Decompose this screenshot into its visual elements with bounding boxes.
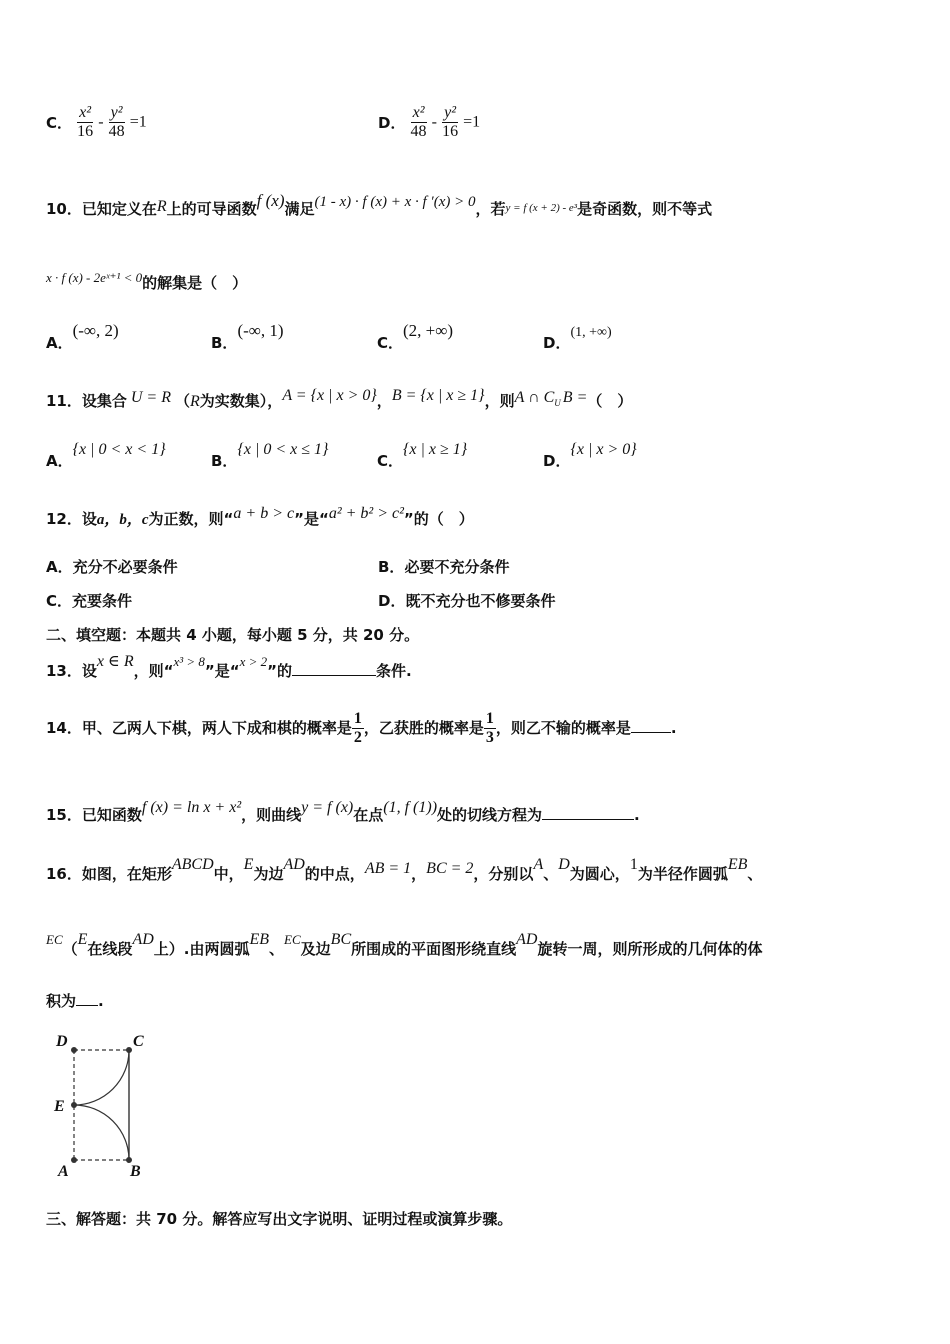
section2-heading: 二、填空题：本题共 4 小题，每小题 5 分，共 20 分。 — [46, 626, 420, 644]
fraction: $\frac{\text{y²}}{16}$ — [442, 104, 459, 140]
q12-option-d: D．既不充分也不修要条件 — [378, 592, 556, 610]
answer-blank[interactable] — [76, 991, 98, 1006]
q10-stem-line1: 10．已知定义在R上的可导函数f (x)满足(1 - x) · f (x) + x · f ′(x) > 0，若$^{y = f (x + 2) - e^3}$是奇函数，则不等式 — [46, 191, 713, 218]
option-label: C． — [46, 114, 73, 132]
point-d — [71, 1047, 77, 1053]
q14-stem: 14．甲、乙两人下棋，两人下成和棋的概率是 $\frac{1}{2}$ ，乙获胜的概率是 $\frac{1}{3}$ ，则乙不输的概率是 . — [46, 710, 677, 746]
q12-option-a: A．充分不必要条件 — [46, 558, 178, 576]
fraction: $\frac{\text{x²}}{48}$ — [410, 104, 427, 140]
q15-stem: 15．已知函数f (x) = ln x + x²，则曲线y = f (x)在点(1, f (1))处的切线方程为 . — [46, 799, 640, 824]
q10-option-c: C．(2, +∞) — [377, 321, 454, 352]
answer-blank[interactable] — [542, 805, 634, 820]
arc-ec — [74, 1050, 129, 1105]
q11-option-d: D．{x | x > 0} — [543, 441, 637, 470]
point-a — [71, 1157, 77, 1163]
q13-stem: 13．设x ∈ R，则“x³ > 8”是“x > 2”的 条件. — [46, 653, 412, 680]
label-a: A — [58, 1163, 69, 1180]
label-b: B — [130, 1163, 141, 1180]
q16-stem-line1: 16．如图，在矩形ABCD中，E为边AD的中点，AB = 1，BC = 2，分别以A、D为圆心，1为半径作圆弧EB、 — [46, 856, 763, 883]
label-d: D — [56, 1033, 68, 1050]
answer-blank[interactable] — [631, 718, 671, 733]
fraction: $\frac{\text{x²}}{16}$ — [77, 104, 94, 140]
q10-stem-line2: x · f (x) - 2eˣ⁺¹ < 0的解集是（ ） — [46, 270, 248, 292]
answer-blank[interactable] — [292, 661, 376, 676]
q9-option-d: D． $\frac{\text{x²}}{48}$ - $\frac{\text{y²}}{16}$ =1 — [378, 104, 481, 140]
q10-option-b: B．(-∞, 1) — [211, 321, 284, 352]
q11-stem: 11．设集合 U = R （R为实数集），A = {x | x > 0}，B = {x | x ≥ 1}，则A ∩ $C_U$ B =（ ） — [46, 387, 633, 410]
point-c — [126, 1047, 132, 1053]
q12-stem: 12．设a，b，c为正数，则“a + b > c”是“a² + b² > c²”的（ ） — [46, 505, 474, 528]
q12-option-c: C．充要条件 — [46, 592, 133, 610]
q11-option-b: B．{x | 0 < x ≤ 1} — [211, 441, 329, 470]
point-e — [71, 1102, 77, 1108]
fraction: $\frac{1}{3}$ — [485, 710, 494, 746]
q16-stem-line3: 积为 . — [46, 992, 104, 1010]
rectangle-arcs-figure — [46, 1028, 156, 1180]
option-label: D． — [378, 114, 406, 132]
fraction: $\frac{\text{y²}}{48}$ — [108, 104, 125, 140]
q10-option-a: A．(-∞, 2) — [46, 321, 119, 352]
q16-stem-line2: EC（E在线段AD上）.由两圆弧EB、EC及边BC所围成的平面图形绕直线AD旋转一周，则所形成的几何体的体 — [46, 931, 763, 958]
q12-option-b: B．必要不充分条件 — [378, 558, 510, 576]
section3-heading: 三、解答题：共 70 分。解答应写出文字说明、证明过程或演算步骤。 — [46, 1210, 513, 1228]
q10-option-d: D．(1, +∞) — [543, 325, 612, 352]
fraction: $\frac{1}{2}$ — [353, 710, 362, 746]
q9-option-c: C． $\frac{\text{x²}}{16}$ - $\frac{\text{y²}}{48}$ =1 — [46, 104, 147, 140]
q11-option-c: C．{x | x ≥ 1} — [377, 441, 468, 470]
arc-eb — [74, 1105, 129, 1160]
q11-option-a: A．{x | 0 < x < 1} — [46, 441, 166, 470]
label-c: C — [133, 1033, 144, 1050]
label-e: E — [54, 1098, 65, 1115]
